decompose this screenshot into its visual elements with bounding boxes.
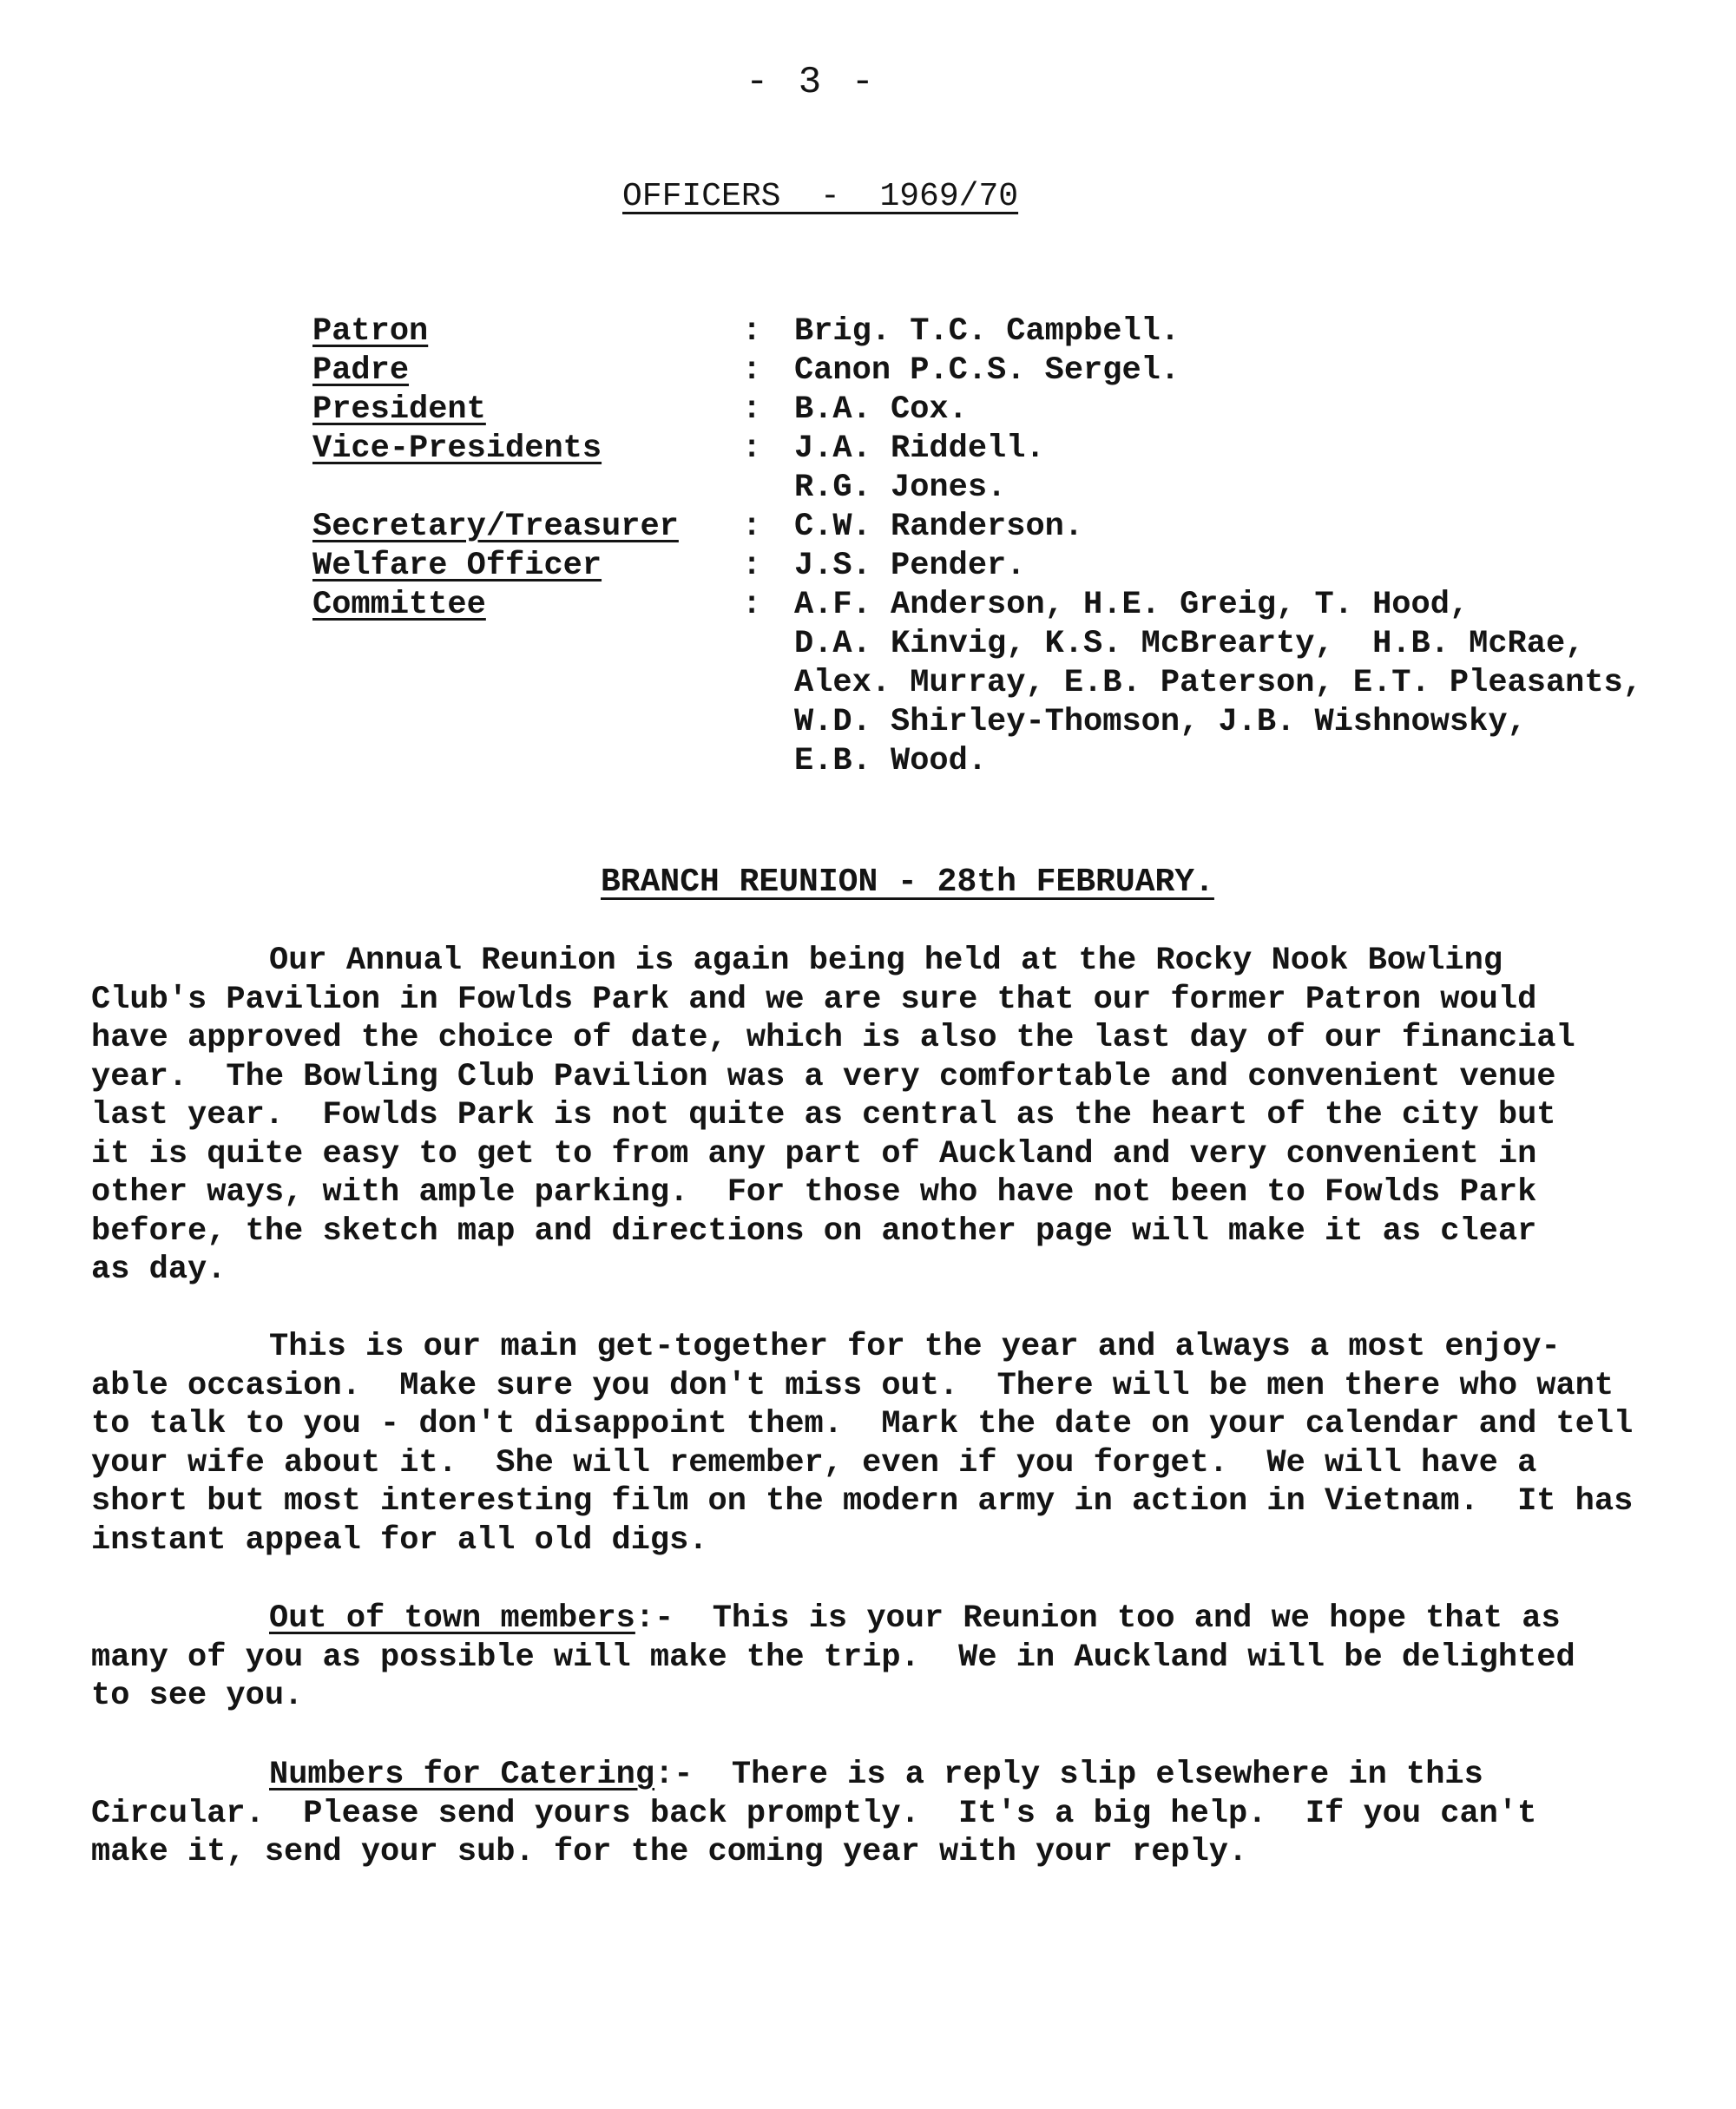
separator-colon: : [742, 313, 762, 350]
officer-row-president [312, 391, 1642, 430]
text-line: Circular. Please send yours back promptly. It's a big help. If you can't [91, 1795, 1537, 1832]
officer-role: Secretary/Treasurer [312, 509, 679, 545]
officer-name: J.A. Riddell. [794, 430, 1045, 467]
officer-name: C.W. Randerson. [794, 509, 1084, 545]
officer-role: Patron [312, 313, 429, 350]
separator-colon: : [742, 352, 762, 389]
text-line [91, 1600, 1671, 1639]
text-line: Our Annual Reunion is again being held at the Rocky Nook Bowling [269, 943, 1503, 979]
text-line: many of you as possible will make the trip. We in Auckland will be delighted [91, 1639, 1575, 1676]
officer-row-patron [312, 312, 1642, 352]
subheading-out-of-town: Out of town members [269, 1600, 635, 1637]
officer-name: Brig. T.C. Campbell. [794, 313, 1180, 350]
text-line: other ways, with ample parking. For those who have not been to Fowlds Park [91, 1174, 1537, 1211]
text-line: to see you. [91, 1678, 304, 1714]
officer-row-committee [312, 586, 1642, 781]
officer-role: Vice-Presidents [312, 430, 602, 467]
text-line: This is our main get-together for the year and always a most enjoy- [269, 1329, 1561, 1365]
separator-colon: : [742, 548, 762, 584]
separator-colon: : [742, 509, 762, 545]
reunion-paragraph-venue [91, 942, 1671, 1290]
committee-names-line: Alex. Murray, E.B. Paterson, E.T. Pleasants, [794, 665, 1642, 701]
officer-name: R.G. Jones. [794, 470, 1007, 506]
text-fragment: :- This is your Reunion too and we hope that as [635, 1600, 1561, 1637]
text-line: as day. [91, 1252, 227, 1288]
text-line: before, the sketch map and directions on another page will make it as clear [91, 1212, 1537, 1250]
separator-colon: : [742, 430, 762, 467]
reunion-paragraph-get-together [91, 1328, 1671, 1560]
text-line [91, 1756, 1671, 1795]
text-line: to talk to you - don't disappoint them. Mark the date on your calendar and tell [91, 1406, 1634, 1442]
committee-names-line: D.A. Kinvig, K.S. McBrearty, H.B. McRae, [794, 626, 1585, 662]
reunion-paragraph-out-of-town [91, 1600, 1671, 1716]
text-line: it is quite easy to get to from any part of Auckland and very convenient in [91, 1135, 1537, 1173]
text-line: your wife about it. She will remember, even if you forget. We will have a [91, 1444, 1537, 1482]
officer-row-padre [312, 352, 1642, 391]
officer-name: Canon P.C.S. Sergel. [794, 352, 1180, 389]
subheading-catering: Numbers for Catering [269, 1757, 655, 1793]
text-fragment: :- There is a reply slip elsewhere in this [654, 1757, 1483, 1793]
officer-name: J.S. Pender. [794, 548, 1026, 584]
officers-heading: OFFICERS - 1969/70 [622, 178, 1019, 215]
officer-row-welfare-officer [312, 547, 1642, 586]
text-line: instant appeal for all old digs. [91, 1521, 708, 1559]
text-line: make it, send your sub. for the coming year with your reply. [91, 1834, 1248, 1870]
officers-list [312, 312, 1642, 781]
separator-colon: : [742, 587, 762, 623]
page-number: - 3 - [745, 61, 878, 104]
officer-role: Welfare Officer [312, 548, 602, 584]
text-line: have approved the choice of date, which is also the last day of our financial [91, 1020, 1575, 1056]
text-line: short but most interesting film on the modern army in action in Vietnam. It has [91, 1483, 1634, 1520]
officer-name: B.A. Cox. [794, 391, 968, 428]
text-line: last year. Fowlds Park is not quite as central as the heart of the city but [91, 1097, 1556, 1133]
committee-names-line: W.D. Shirley-Thomson, J.B. Wishnowsky, [794, 704, 1527, 740]
officer-role: Padre [312, 352, 410, 389]
committee-names-line: E.B. Wood. [794, 743, 988, 779]
text-line: able occasion. Make sure you don't miss out. There will be men there who want [91, 1367, 1614, 1404]
reunion-paragraph-catering [91, 1756, 1671, 1872]
separator-colon: : [742, 391, 762, 428]
officer-row-vice-presidents [312, 430, 1642, 508]
officer-role: President [312, 391, 486, 428]
committee-names-line: A.F. Anderson, H.E. Greig, T. Hood, [794, 587, 1470, 623]
text-line: Club's Pavilion in Fowlds Park and we are sure that our former Patron would [91, 981, 1537, 1018]
reunion-heading: BRANCH REUNION - 28th FEBRUARY. [601, 864, 1214, 901]
officer-row-secretary-treasurer [312, 508, 1642, 547]
officer-role: Committee [312, 587, 486, 623]
text-line: year. The Bowling Club Pavilion was a very comfortable and convenient venue [91, 1058, 1556, 1095]
